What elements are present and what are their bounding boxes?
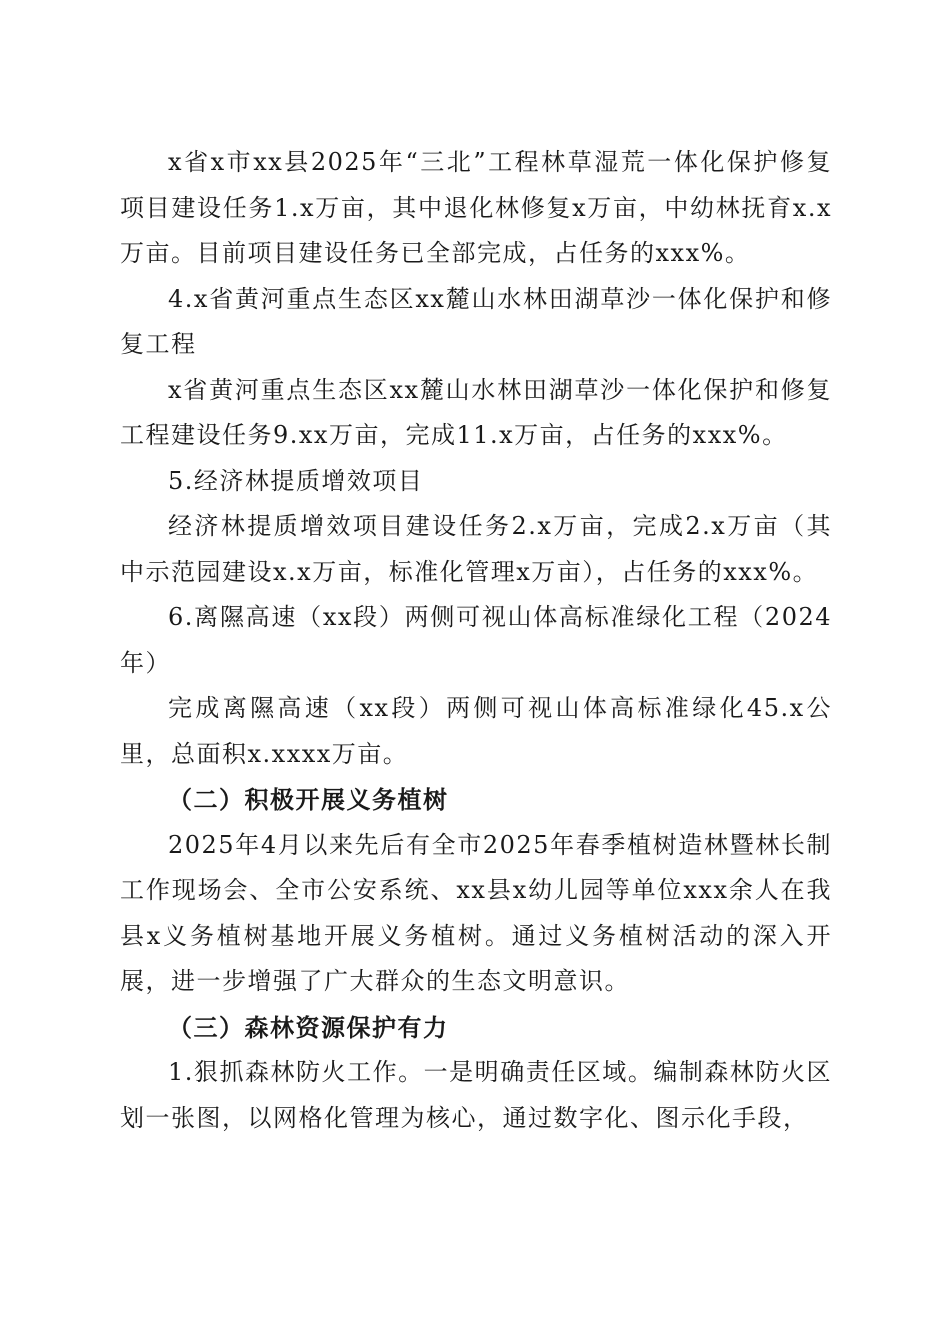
paragraph-highway-greening: 完成离隰高速（xx段）两侧可视山体高标准绿化45.x公里，总面积x.xxxx万亩。 bbox=[120, 694, 832, 768]
section-heading-forest-protection: （三）森林资源保护有力 bbox=[168, 1012, 449, 1042]
paragraph-fire-prevention: 1.狠抓森林防火工作。一是明确责任区域。编制森林防火区划一张图，以网格化管理为核心，通过数字化、图示化手段， bbox=[120, 1058, 832, 1132]
subheading-yellow-river-project: 4.x省黄河重点生态区xx麓山水林田湖草沙一体化保护和修复工程 bbox=[120, 284, 832, 358]
paragraph-yellow-river-project: x省黄河重点生态区xx麓山水林田湖草沙一体化保护和修复工程建设任务9.xx万亩，完成11.x万亩，占任务的xxx%。 bbox=[120, 375, 832, 449]
paragraph-sanbei-project: x省x市xx县2025年“三北”工程林草湿荒一体化保护修复项目建设任务1.x万亩，其中退化林修复x万亩，中幼林抚育x.x万亩。目前项目建设任务已全部完成，占任务的xxx%。 bbox=[120, 148, 832, 267]
subheading-highway-greening: 6.离隰高速（xx段）两侧可视山体高标准绿化工程（2024年） bbox=[120, 603, 832, 677]
subheading-economic-forest: 5.经济林提质增效项目 bbox=[168, 466, 424, 495]
paragraph-voluntary-planting: 2025年4月以来先后有全市2025年春季植树造林暨林长制工作现场会、全市公安系统、xx县x幼儿园等单位xxx余人在我县x义务植树基地开展义务植树。通过义务植树活动的深入开展，进一步增强了广大群众的生态文明意识。 bbox=[120, 830, 832, 995]
section-heading-voluntary-planting: （二）积极开展义务植树 bbox=[168, 785, 449, 814]
document-body bbox=[120, 140, 832, 1141]
paragraph-economic-forest: 经济林提质增效项目建设任务2.x万亩，完成2.x万亩（其中示范园建设x.x万亩，标准化管理x万亩），占任务的xxx%。 bbox=[120, 512, 832, 586]
